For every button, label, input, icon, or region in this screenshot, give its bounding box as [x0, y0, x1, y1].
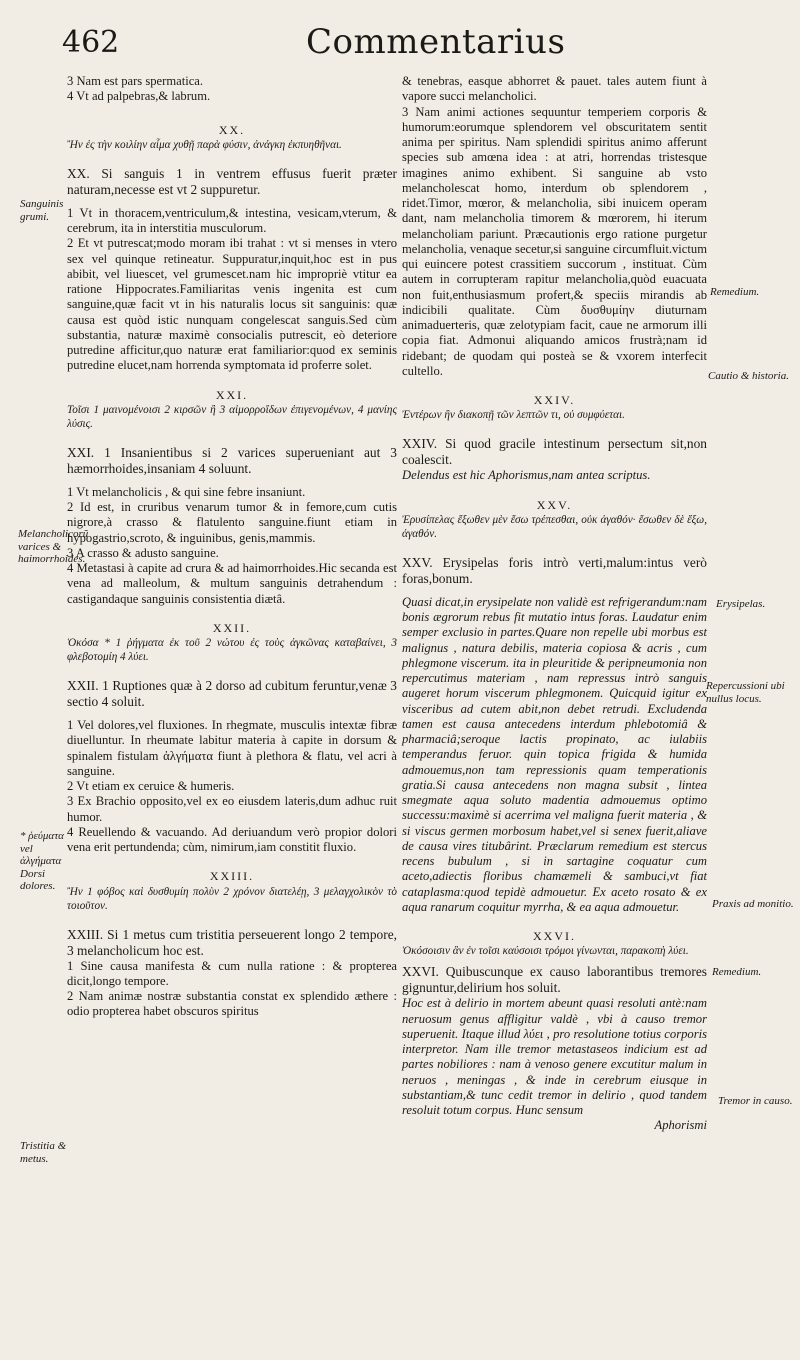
- margin-note: * ῥεύματα vel ἀλγήματα Dorsi dolores.: [20, 830, 64, 892]
- greek-text: Ἢν 1 φόβος καὶ δυσθυμίη πολὺν 2 χρόνον διατελέῃ, 3 μελαγχολικὸν τὸ τοιοῦτον.: [67, 885, 397, 912]
- commentary-paragraph: 3 Nam animi actiones sequuntur temperiem corporis & humorum:eorumque splendorem vel obscuritatem sentit anima per spiritus. Nam splendidi spiritus animo afferunt species sub amœna idea : at atri, horrendas tristesque imagines animo exhibent. Si sanguine ab vsto melancholescat homo, interdum ob splendorem , ridet.Timor, mœror, & melancholia, sibi inuicem operam dant, nam melancholia timorem & mœrorem, hi iterum melancholiam pariunt. Præcautionis ergo ratione purgetur melancholia, venaque secetur,si sanguine circumfluit.victum qui euincere potest crassitiem succorum , instituat. Cùm autem in corrupteram rapitur melancholia,quòd euacuata non fuit,enthusiasmum profert,& speciis mirandis ab indicibili qualitate. Cùm δυσθυμίην diuturnam animaduerteris, quæ zelotypiam facit, caue ne armorum illi copia fiat. Admonui aliquando amicos frustrà;nam id ridebant; de quodam qui posteà se & vxorem interfecit cultello.: [402, 104, 707, 378]
- spacer: [67, 105, 397, 117]
- aphorism-number: XXI.: [215, 387, 249, 402]
- commentary-paragraph: Hoc est à delirio in mortem abeunt quasi resoluti antè:nam neruosum genus affligitur valdè , vbi à causo tremor superuenit. Itaque illud λύει , pro resolutione totius corporis interpretor. Nam ille tremor metastaseos indicium est ad partes nobiliores : nam à venoso genere excutitur malum in neruos , meningas , & inde in cerebrum eiusque in substantiam,& tunc cedit tremor in delirio , quod tandem resoluit totum corpus. Hunc sensum: [402, 996, 707, 1117]
- margin-note: Cautio & historia.: [708, 370, 789, 382]
- commentary-paragraph: 4 Metastasi à capite ad crura & ad haimorrhoides.Hic secanda est vena ad malleolum, & multum sanguinis detrahendum : castigandaque sanguinis consistentia diætâ.: [67, 561, 397, 606]
- running-title: Commentarius: [306, 22, 566, 62]
- spacer: [67, 710, 397, 718]
- margin-note: Tristitia & metus.: [20, 1140, 67, 1165]
- commentary-paragraph: 1 Vt melancholicis , & qui sine febre insaniunt.: [67, 484, 306, 499]
- aphorism-latin: XXV. Erysipelas foris intrò verti,malum:intus verò foras,bonum.: [402, 554, 707, 586]
- aphorism-number: XXVI.: [533, 929, 576, 943]
- left-column: [67, 74, 397, 1020]
- margin-note: Praxis ad monitio.: [712, 898, 794, 910]
- margin-note: Sanguinis grumi.: [20, 198, 64, 223]
- spacer: [67, 431, 397, 439]
- aphorism-number: XXIV.: [533, 393, 576, 407]
- commentary-paragraph: 3 Nam est pars spermatica.: [67, 74, 204, 88]
- commentary-paragraph: 2 Vt etiam ex ceruice & humeris.: [67, 779, 235, 793]
- aphorism-latin: XXI. 1 Insanientibus si 2 varices superueniant aut 3 hæmorrhoides,insaniam 4 soluunt.: [67, 444, 397, 476]
- greek-text: Ὁκόσοισιν ἂν ἐν τοῖσι καύσοισι τρόμοι γίνωνται, παρακοπὴ λύει.: [402, 945, 689, 958]
- greek-text: Ἐρυσίπελας ἔξωθεν μὲν ἔσω τρέπεσθαι, οὐκ ἀγαθόν· ἔσωθεν δὲ ἔξω, ἀγαθόν.: [402, 513, 707, 540]
- spacer: [67, 477, 397, 485]
- aphorism-number: XXIII.: [209, 869, 255, 884]
- spacer: [67, 198, 397, 206]
- greek-text: Ἐντέρων ἢν διακοπῇ τῶν λεπτῶν τι, οὐ συμφύεται.: [402, 409, 625, 422]
- commentary-paragraph: Quasi dicat,in erysipelate non validè est refrigerandum:nam bonis ægrorum rebus fit mutatio intus foras. Laudatur enim semper exclusio in partes.Quare non repelle ubi morbus est malignus , natura debilis, materia copiosa & acris , cum phlegmone viscerum. ita in pleuritide & peripneumonia non repercutimus materiam , nam repressus intrò sanguis augeret horum viscerum phlegmonem. Quicquid igitur ex visceribus ad cutem abit,non debet retrudi. Excludenda tamen est causa antecedens interdum phlebotomiâ & pharmaciâ;seroque lactis propinato, ac iulabiis temperandus feruor. quin topica frigida & humida admouemus,non tam repressionis quam temperationis gratia.Si causa antecedens non magna subsit , lintea smegmate aqua soluto madentia admouemus optimo successu:maximè si acerrima vel maligna fuerit materia , & si viscus germen morbosum habet,vel si senex fuerit,aliave de causa vires titubârint. Præclarum remedium est stercus recens bubulum , si in sartagine coquatur cum aceto,adiectis floribus chamæmeli & sambuci,vt fiat cataplasma:quod tepidè admouetur. Ex aceto rosato & ex aqua ranarum coquitur myrrha, & ea aqua admouetur.: [402, 594, 707, 914]
- spacer: [67, 607, 397, 615]
- aphorism-latin: XXIV. Si quod gracile intestinum persectum sit,non coalescit.: [402, 436, 707, 468]
- spacer: [402, 587, 707, 595]
- greek-text: Ὁκόσα * 1 ῥήγματα ἐκ τοῦ 2 νώτου ἐς τοὺς ἀγκῶνας καταβαίνει, 3 φλεβοτομίη 4 λύει.: [67, 637, 397, 663]
- spacer: [67, 913, 397, 921]
- catchword: Aphorismi: [654, 1118, 707, 1133]
- commentary-paragraph: 2 Nam animæ nostræ substantia constat ex splendido æthere : odio propterea habet obscuros spiritus: [67, 989, 397, 1019]
- aphorism-number: XXII.: [212, 620, 252, 635]
- margin-note: Erysipelas.: [716, 598, 766, 610]
- spacer: [402, 422, 707, 430]
- commentary-paragraph: 1 Sine causa manifesta & cum nulla ratione : & propterea dicit,longo tempore.: [67, 958, 397, 988]
- margin-note: Tremor in causo.: [718, 1095, 793, 1107]
- spacer: [67, 664, 397, 672]
- aphorism-latin: XXIII. Si 1 metus cum tristitia perseuerent longo 2 tempore, 3 melancholicum hoc est.: [67, 926, 397, 958]
- right-column: [402, 74, 707, 1134]
- commentary-paragraph: 4 Reuellendo & vacuando. Ad deriuandum verò propior dolori vena erit pertundenda; cùm, nimirum,iam constitit fluxio.: [67, 824, 397, 854]
- aphorism-latin: XXVI. Quibuscunque ex causo laborantibus tremores gignuntur,delirium hos soluit.: [402, 964, 707, 996]
- spacer: [67, 152, 397, 160]
- aphorism-latin: XXII. 1 Ruptiones quæ à 2 dorso ad cubitum feruntur,venæ 3 sectio 4 soluit.: [67, 678, 397, 709]
- margin-note: Remedium.: [712, 966, 762, 978]
- spacer: [402, 484, 707, 492]
- aphorism-latin: XX. Si sanguis 1 in ventrem effusus fuerit præter naturam,necesse est vt 2 suppuretur.: [67, 165, 397, 197]
- spacer: [67, 374, 397, 382]
- margin-note: Melancholicorũ varices & haimorrhoides.: [18, 528, 89, 565]
- commentary-paragraph: 3 A crasso & adusto sanguine.: [67, 545, 219, 560]
- spacer: [67, 855, 397, 863]
- greek-text: Τοῖσι 1 μαινομένοισι 2 κιρσῶν ἢ 3 αἱμορροΐδων ἐπιγενομένων, 4 μανίης λύσις.: [67, 403, 397, 430]
- aphorism-number: XX.: [218, 122, 246, 137]
- page-number: 462: [62, 25, 120, 60]
- aphorism-number: XXV.: [536, 497, 573, 512]
- spacer: [402, 541, 707, 549]
- margin-note: Remedium.: [710, 286, 760, 298]
- commentary-paragraph: 3 Ex Brachio opposito,vel ex eo eiusdem lateris,dum adhuc ruit humor.: [67, 794, 397, 824]
- commentary-paragraph: 2 Et vt putrescat;modo moram ibi trahat : vt si menses in vtero sex vel quinque retineatur. Suppuratur,inquit,hoc est in pus abibit, vel liuescet, vel grumescet.nam hic impropriè vtitur ea ratione Hippocrates.Familiaritas venis ingenita est cum sanguine,quæ facit vt in his naturalis locus sit sanguinis: quæ causa est quòd istic nunquam congelescat sanguis.Sed cùm substantia, naturæ maximè consocialis putrescit, eò deteriore putredine afficitur,quo naturæ erat familiarior:quod ex seminis putredine elucet,nam horrenda symptomata id proferre solet.: [67, 236, 397, 373]
- spacer: [402, 915, 707, 923]
- commentary-paragraph: 4 Vt ad palpebras,& labrum.: [67, 89, 211, 104]
- margin-note: Repercussioni ubi nullus locus.: [706, 680, 785, 705]
- commentary-paragraph: Delendus est hic Aphorismus,nam antea scriptus.: [402, 468, 651, 483]
- commentary-paragraph: & tenebras, easque abhorret & pauet. tales autem fiunt à vapore succi melancholici.: [402, 74, 707, 104]
- greek-text: Ἢν ἐς τὴν κοιλίην αἷμα χυθῇ παρὰ φύσιν, ἀνάγκη ἐκπυηθῆναι.: [67, 138, 342, 151]
- commentary-paragraph: 2 Id est, in cruribus venarum tumor & in femore,cum cutis nigrore,à crasso & flatulento sanguine.fiunt etiam in hypogastrio,scroto, & inguinibus, genis,mammis.: [67, 500, 397, 545]
- commentary-paragraph: 1 Vel dolores,vel fluxiones. In rhegmate, musculis intextæ fibræ diuelluntur. In rheumate labitur materia à capite in dorsum & spinalem fistulam ἀλγήματα fiunt à plethora & flatu, vel acri à sanguine.: [67, 718, 397, 778]
- spacer: [402, 379, 707, 387]
- commentary-paragraph: 1 Vt in thoracem,ventriculum,& intestina, vesicam,vterum, & cerebrum, ita in interstitia musculorum.: [67, 205, 397, 235]
